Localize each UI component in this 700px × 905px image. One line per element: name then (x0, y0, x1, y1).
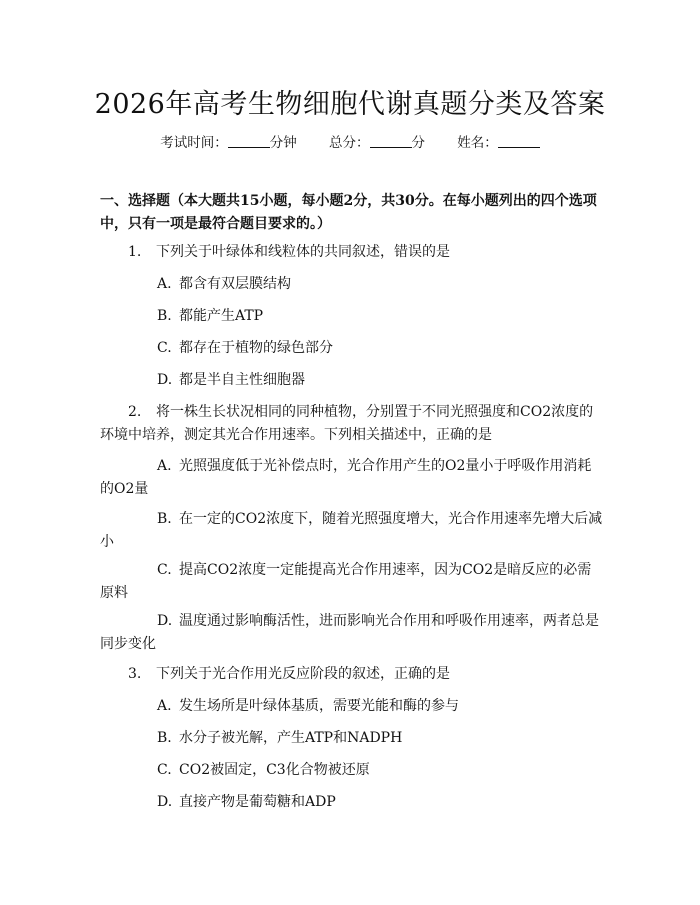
score-unit: 分 (411, 135, 425, 151)
option-letter: B. (157, 511, 172, 527)
q1-option-a[interactable] (100, 273, 605, 296)
page-title: 2026年高考生物细胞代谢真题分类及答案 (94, 89, 606, 120)
option-letter: C. (157, 762, 172, 778)
question-3 (100, 663, 605, 686)
q3-option-c[interactable] (100, 759, 605, 782)
option-letter: A. (157, 458, 172, 474)
q3-option-a[interactable] (100, 695, 605, 718)
question-number: 1. (128, 244, 142, 260)
score-blank[interactable] (370, 135, 412, 148)
name-blank[interactable] (498, 135, 540, 148)
time-blank[interactable] (228, 135, 270, 148)
name-label: 姓名： (457, 135, 498, 151)
option-text: CO2被固定，C3化合物被还原 (179, 762, 370, 778)
q3-option-b[interactable] (100, 727, 605, 750)
time-unit: 分钟 (269, 135, 297, 151)
option-text: 提高CO2浓度一定能提高光合作用速率，因为CO2是暗反应的必需原料 (100, 562, 592, 601)
q2-option-b[interactable] (100, 508, 605, 554)
option-letter: D. (157, 372, 173, 388)
question-stem: 下列关于叶绿体和线粒体的共同叙述，错误的是 (156, 244, 450, 260)
question-stem: 将一株生长状况相同的同种植物，分别置于不同光照强度和CO2浓度的环境中培养，测定其光合作用速率。下列相关描述中，正确的是 (100, 404, 594, 443)
option-letter: A. (157, 698, 172, 714)
option-letter: B. (157, 730, 172, 746)
option-letter: D. (157, 613, 173, 629)
option-text: 水分子被光解，产生ATP和NADPH (179, 730, 403, 746)
score-label: 总分： (329, 135, 370, 151)
name-field (457, 135, 540, 151)
question-2 (100, 401, 605, 447)
option-text: 都含有双层膜结构 (179, 276, 291, 292)
q3-option-d[interactable] (100, 791, 605, 814)
option-text: 都存在于植物的绿色部分 (179, 340, 333, 356)
q2-option-a[interactable] (100, 455, 605, 501)
option-text: 都是半自主性细胞器 (179, 372, 305, 388)
option-text: 在一定的CO2浓度下，随着光照强度增大，光合作用速率先增大后减小 (100, 511, 603, 550)
q1-option-b[interactable] (100, 305, 605, 328)
q1-option-d[interactable] (100, 369, 605, 392)
time-label: 考试时间： (160, 135, 228, 151)
exam-meta (0, 131, 700, 151)
q2-option-d[interactable] (100, 610, 605, 656)
option-letter: B. (157, 308, 172, 324)
score-field (329, 135, 425, 151)
question-1 (100, 241, 605, 264)
option-text: 都能产生ATP (179, 308, 264, 324)
q1-option-c[interactable] (100, 337, 605, 360)
option-letter: C. (157, 340, 172, 356)
option-letter: D. (157, 794, 173, 810)
option-text: 直接产物是葡萄糖和ADP (179, 794, 336, 810)
question-number: 2. (128, 404, 142, 420)
question-stem: 下列关于光合作用光反应阶段的叙述，正确的是 (156, 666, 450, 682)
section-heading: 一、选择题（本大题共15小题，每小题2分，共30分。在每小题列出的四个选项中，只有一项是最符合题目要求的。） (100, 193, 597, 232)
time-field (160, 135, 297, 151)
option-text: 光照强度低于光补偿点时，光合作用产生的O2量小于呼吸作用消耗的O2量 (100, 458, 592, 497)
option-letter: A. (157, 276, 172, 292)
question-number: 3. (128, 666, 142, 682)
q2-option-c[interactable] (100, 559, 605, 605)
option-text: 温度通过影响酶活性，进而影响光合作用和呼吸作用速率，两者总是同步变化 (100, 613, 599, 652)
option-letter: C. (157, 562, 172, 578)
option-text: 发生场所是叶绿体基质，需要光能和酶的参与 (179, 698, 459, 714)
